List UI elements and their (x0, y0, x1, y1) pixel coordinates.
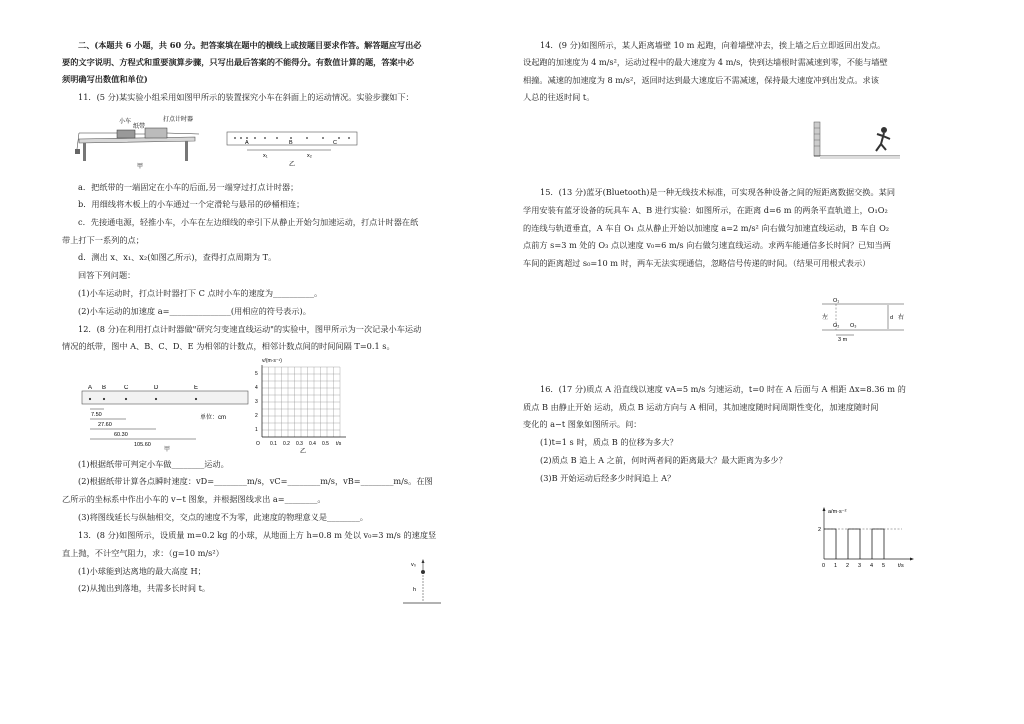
q16-xtick-4: 4 (870, 563, 874, 569)
section-title-line-2: 要的文字说明、方程式和重要演算步骤，只写出最后答案的不能得分。有数值计算的题，答案中必 (62, 57, 415, 67)
q11-label-timer: 打点计时器 (163, 117, 194, 123)
q13-label-h: h (413, 587, 417, 593)
q15-line-4: 点前方 s=3 m 处的 O₃ 点以速度 v₀=6 m/s 向右做匀速直线运动。求两车能通信多长时间？已知当两 (523, 240, 891, 250)
q12-point-d: D (154, 385, 159, 391)
q16-xtick-3: 3 (858, 563, 862, 569)
q12-dim-10560: 105.60 (134, 442, 151, 448)
q12-figure-tape (80, 385, 250, 449)
q11-step-c: c．先接通电源，轻推小车，小车在左边细线的牵引下从静止开始匀加速运动，打点计时器在纸 (78, 217, 419, 227)
q12-xtick-01: 0.1 (270, 441, 277, 447)
q15-label-o2: O₂ (833, 323, 840, 329)
q11-figure-apparatus (75, 107, 203, 169)
q14-line-4: 人总的往返时间 t。 (523, 92, 595, 102)
q12-dim-6030: 60.30 (114, 432, 128, 438)
q11-step-b: b．用细线将木板上的小车通过一个定滑轮与悬吊的砂桶相连； (78, 199, 305, 209)
q11-label-jia: 甲 (137, 164, 144, 169)
q16-question-2: (2)质点 B 追上 A 之前，何时两者间的距离最大？最大距离为多少？ (540, 455, 787, 465)
q15-label-dist: 3 m (838, 337, 848, 343)
q12-ytick-5: 5 (255, 371, 258, 377)
q12-stem-line-2: 情况的纸带，图中 A、B、C、D、E 为相邻的计数点，相邻计数点间的时间间隔 T=0.1 s。 (62, 341, 395, 351)
section-title-line-1: 二、(本题共 6 小题，共 60 分。把答案填在题中的横线上或按题目要求作答。解答题应写出必 (78, 40, 422, 50)
q11-label-paper: 纸带 (133, 124, 146, 130)
q11-tape-label-c: C (333, 140, 337, 146)
q11-step-a: a．把纸带的一端固定在小车的后面,另一端穿过打点计时器； (78, 182, 299, 192)
q12-dim-2760: 27.60 (98, 422, 112, 428)
q16-figure-at-graph (812, 505, 917, 573)
q12-xtick-02: 0.2 (283, 441, 290, 447)
q16-line-2: 质点 B 由静止开始 运动，质点 B 运动方向与 A 相同，其加速度随时间周期性变化，加速度随时间 (523, 402, 879, 412)
q16-xtick-1: 1 (834, 563, 838, 569)
q12-label-jia: 甲 (164, 446, 171, 453)
q15-line-5: 车间的距离超过 s₀=10 m 时，两车无法实现通信，忽略信号传递的时间。（结果可用根式表示） (523, 258, 871, 268)
q12-xtick-03: 0.3 (296, 441, 303, 447)
q15-line-3: 的连线与轨道垂直，A 车自 O₁ 点从静止开始以加速度 a=2 m/s² 向右做匀加速直线运动，B 车自 O₂ (523, 223, 890, 233)
q12-ytick-2: 2 (255, 413, 258, 419)
q15-label-left: 左 (822, 315, 829, 321)
q12-stem-line-1: 12．(8 分)在利用打点计时器做"研究匀变速直线运动"的实验中，图甲所示为一次记录小车运动 (78, 324, 422, 334)
q11-tape-x2: x₂ (307, 153, 312, 159)
q12-point-a: A (88, 385, 93, 391)
q15-label-right: 右 (898, 315, 905, 321)
q13-label-v0: v₀ (411, 562, 417, 568)
q14-line-2: 设起跑的加速度为 4 m/s²，运动过程中的最大速度为 4 m/s，快到达墙根时需减速到零，不能与墙壁 (523, 57, 888, 67)
q13-stem-line-2: 直上抛，不计空气阻力，求：（g=10 m/s²） (62, 548, 224, 558)
q15-label-o3: O₃ (850, 323, 857, 329)
q16-pulses (824, 529, 884, 559)
q16-graph-xlabel: t/s (898, 563, 904, 569)
q11-answer-prompt: 回答下列问题： (78, 270, 136, 280)
q11-question-1: (1)小车运动时，打点计时器打下 C 点时小车的速度为__________。 (78, 288, 323, 298)
q11-stem: 11．(5 分)某实验小组采用如图甲所示的装置探究小车在斜面上的运动情况。实验步骤如下： (78, 92, 414, 102)
q16-line-1: 16．(17 分)质点 A 沿直线以速度 vA=5 m/s 匀速运动，t=0 时在 A 后面与 A 相距 Δx=8.36 m 的 (540, 384, 906, 394)
q12-label-yi: 乙 (300, 449, 307, 455)
q11-question-2: (2)小车运动的加速度 a=_______________(用相应的符号表示)。 (78, 306, 311, 316)
q11-figure-tape (225, 130, 360, 170)
q13-question-2: (2)从抛出到落地，共需多长时间 t。 (78, 583, 211, 593)
q12-ytick-4: 4 (255, 385, 258, 391)
q12-question-2: (2)根据纸带计算各点瞬时速度：vD=________m/s，vC=________m/s，vB=________m/s。在图 (78, 476, 433, 486)
q16-graph-ylabel: a/m·s⁻² (828, 509, 847, 515)
q12-grid-ylabel: v/(m·s⁻¹) (262, 358, 282, 364)
q12-xtick-04: 0.4 (309, 441, 316, 447)
q14-figure-wall-runner (810, 120, 902, 162)
q13-stem-line-1: 13．(8 分)如图所示，设质量 m=0.2 kg 的小球，从地面上方 h=0.8 m 处以 v₀=3 m/s 的速度竖 (78, 530, 437, 540)
q11-step-c-cont: 带上打下一系列的点； (62, 235, 144, 245)
q16-question-3: (3)B 开始运动后经多少时间追上 A？ (540, 473, 676, 483)
q12-ytick-1: 1 (255, 427, 258, 433)
q16-graph-yval: 2 (818, 527, 822, 533)
q12-point-b: B (102, 385, 107, 391)
q15-label-d: d (890, 315, 894, 321)
q12-xtick-o: O (256, 441, 260, 447)
q12-question-3: (3)将图线延长与纵轴相交，交点的速度不为零，此速度的物理意义是________。 (78, 512, 368, 522)
q16-line-3: 变化的 a−t 图象如图所示。问： (523, 419, 642, 429)
q12-xtick-05: 0.5 (322, 441, 329, 447)
q12-question-2-cont: 乙所示的坐标系中作出小车的 v−t 图象，并根据图线求出 a=________。 (62, 494, 326, 504)
q15-line-2: 学用安装有蓝牙设备的玩具车 A、B 进行实验：如图所示，在距离 d=6 m 的两条平直轨道上，O₁O₂ (523, 205, 888, 215)
q16-xtick-2: 2 (846, 563, 850, 569)
q16-question-1: (1)t=1 s 时，质点 B 的位移为多大？ (540, 437, 678, 447)
q12-xtick-ts: t/s (336, 441, 342, 447)
q12-question-1: (1)根据纸带可判定小车做________运动。 (78, 459, 229, 469)
q11-step-d: d．测出 x、x₁、x₂(如图乙所示)，查得打点周期为 T。 (78, 252, 277, 262)
q15-label-o1: O₁ (833, 298, 840, 304)
q14-line-1: 14．(9 分)如图所示，某人距离墙壁 10 m 起跑，向着墙壁冲去，挨上墙之后立即返回出发点。 (540, 40, 886, 50)
q13-question-1: (1)小球能到达离地的最大高度 H； (78, 566, 206, 576)
q15-figure-tracks (820, 296, 908, 344)
q11-tape-label-a: A (245, 140, 249, 146)
q12-point-e: E (194, 385, 199, 391)
q16-xtick-0: 0 (822, 563, 826, 569)
q16-xtick-5: 5 (882, 563, 886, 569)
section-title-line-3: 须明确写出数值和单位) (62, 74, 148, 84)
q11-label-cart: 小车 (119, 119, 132, 125)
q14-line-3: 相撞。减速的加速度为 8 m/s²，返回时达到最大速度后不需减速，保持最大速度冲到出发点。求该 (523, 75, 879, 85)
q12-figure-vt-grid (250, 355, 350, 455)
q11-label-yi: 乙 (289, 162, 296, 168)
q12-point-c: C (124, 385, 129, 391)
q13-figure (395, 558, 445, 608)
q11-tape-x1: x₁ (263, 153, 268, 159)
q12-ytick-3: 3 (255, 399, 258, 405)
q15-line-1: 15．(13 分)蓝牙(Bluetooth)是一种无线技术标准，可实现各种设备之间的短距离数据交换。某同 (540, 187, 896, 197)
q12-unit: 单位：cm (200, 415, 226, 421)
q12-dim-750: 7.50 (91, 412, 102, 418)
q11-tape-label-b: B (289, 140, 293, 146)
